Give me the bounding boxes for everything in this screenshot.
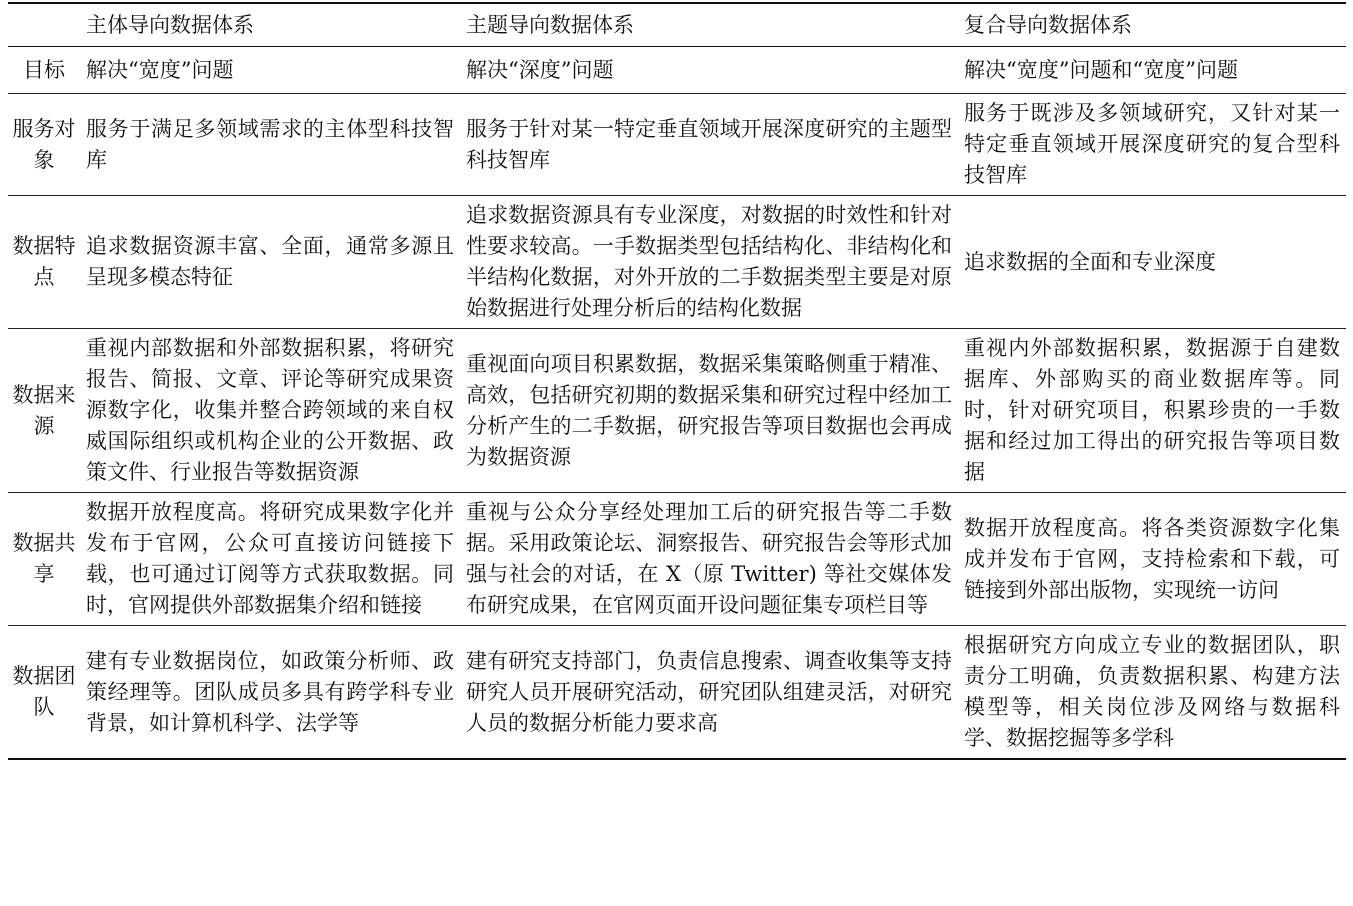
table-cell: 根据研究方向成立专业的数据团队，职责分工明确，负责数据积累、构建方法模型等，相关岗位涉及网络与数据科学、数据挖掘等多学科 [964, 633, 1340, 750]
table-cell: 服务于针对某一特定垂直领域开展深度研究的主题型科技智库 [466, 116, 952, 172]
table-cell: 解决“宽度”问题和“宽度”问题 [964, 57, 1238, 82]
table-cell: 数据开放程度高。将各类资源数字化集成并发布于官网，支持检索和下载，可链接到外部出版物，实现统一访问 [964, 515, 1340, 602]
table-cell: 建有研究支持部门，负责信息搜索、调查收集等支持研究人员开展研究活动，研究团队组建灵活，对研究人员的数据分析能力要求高 [466, 648, 952, 735]
header-topic-oriented: 主题导向数据体系 [466, 12, 634, 37]
table-cell: 解决“宽度”问题 [86, 57, 234, 82]
row-label-goal: 目标 [23, 57, 65, 82]
table-cell: 追求数据资源丰富、全面，通常多源且呈现多模态特征 [86, 234, 454, 289]
row-label-service-target: 服务对象 [12, 116, 76, 172]
table-row [8, 493, 1346, 626]
comparison-table [8, 2, 1346, 760]
row-label-data-sharing: 数据共享 [12, 531, 76, 586]
row-label-data-team: 数据团队 [12, 664, 76, 719]
table-row [8, 626, 1346, 760]
table-row [8, 94, 1346, 196]
table-cell: 追求数据的全面和专业深度 [964, 249, 1216, 274]
header-cell-empty [8, 3, 80, 47]
table-cell: 重视内部数据和外部数据积累，将研究报告、简报、文章、评论等研究成果资源数字化，收集并整合跨领域的来自权威国际组织或机构企业的公开数据、政策文件、行业报告等数据资源 [86, 336, 454, 484]
table-cell: 数据开放程度高。将研究成果数字化并发布于官网，公众可直接访问链接下载，也可通过订阅等方式获取数据。同时，官网提供外部数据集介绍和链接 [86, 500, 454, 617]
table-cell: 重视面向项目积累数据，数据采集策略侧重于精准、高效，包括研究初期的数据采集和研究过程中经加工分析产生的二手数据，研究报告等项目数据也会再成为数据资源 [466, 351, 952, 469]
row-label-data-sources: 数据来源 [12, 382, 76, 438]
header-subject-oriented: 主体导向数据体系 [86, 12, 254, 37]
table-row [8, 329, 1346, 493]
header-row [8, 3, 1346, 47]
table-cell: 服务于既涉及多领域研究，又针对某一特定垂直领域开展深度研究的复合型科技智库 [964, 101, 1340, 187]
table-cell: 解决“深度”问题 [466, 57, 614, 82]
row-label-data-features: 数据特点 [12, 234, 76, 289]
table-cell: 服务于满足多领域需求的主体型科技智库 [86, 116, 454, 172]
table-row [8, 47, 1346, 94]
table-cell: 追求数据资源具有专业深度，对数据的时效性和针对性要求较高。一手数据类型包括结构化、非结构化和半结构化数据，对外开放的二手数据类型主要是对原始数据进行处理分析后的结构化数据 [466, 203, 952, 320]
header-composite-oriented: 复合导向数据体系 [964, 12, 1132, 37]
table-row [8, 196, 1346, 329]
table-cell: 重视内外部数据积累，数据源于自建数据库、外部购买的商业数据库等。同时，针对研究项目，积累珍贵的一手数据和经过加工得出的研究报告等项目数据 [964, 336, 1340, 484]
table-cell: 建有专业数据岗位，如政策分析师、政策经理等。团队成员多具有跨学科专业背景，如计算机科学、法学等 [86, 648, 454, 735]
table-cell: 重视与公众分享经处理加工后的研究报告等二手数据。采用政策论坛、洞察报告、研究报告会等形式加强与社会的对话，在 X（原 Twitter) 等社交媒体发布研究成果，在官网页面开设问题征集专项栏目等 [466, 500, 952, 617]
